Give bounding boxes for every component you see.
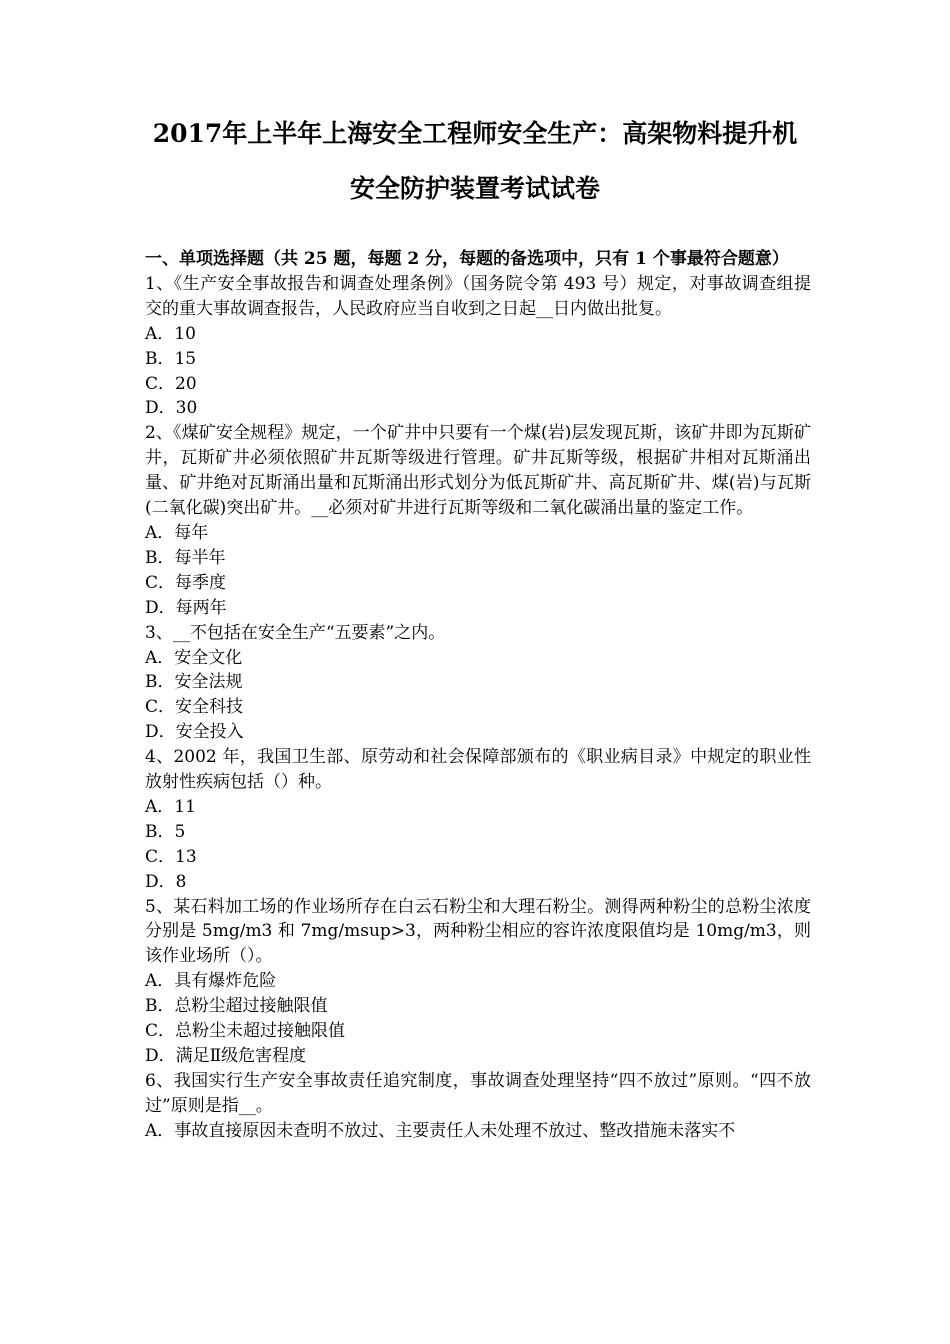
question-2-option-d: D．每两年	[145, 597, 227, 618]
section-heading: 一、单项选择题（共 25 题，每题 2 分，每题的备选项中，只有 1 个事最符合题意）	[145, 249, 789, 269]
question-2-option-c: C．每季度	[145, 572, 227, 593]
question-1-option-d: D．30	[145, 398, 198, 419]
question-5-option-c: C．总粉尘未超过接触限值	[145, 1021, 346, 1042]
question-3-option-a: A．安全文化	[145, 647, 243, 668]
question-stem-2: 2、《煤矿安全规程》规定，一个矿井中只要有一个煤(岩)层发现瓦斯，该矿井即为瓦斯矿井，瓦斯矿井必须依照矿井瓦斯等级进行管理。矿井瓦斯等级，根据矿井相对瓦斯涌出量、矿井绝对瓦斯涌出量和瓦斯涌出形式划分为低瓦斯矿井、高瓦斯矿井、煤(岩)与瓦斯(二氧化碳)突出矿井。__必须对矿井进行瓦斯等级和二氧化碳涌出量的鉴定工作。	[145, 423, 811, 519]
question-2-option-b: B．每半年	[145, 547, 226, 568]
question-4-option-d: D．8	[145, 871, 187, 892]
question-stem-3: 3、__不包括在安全生产“五要素”之内。	[145, 622, 446, 643]
question-4-option-c: C．13	[145, 846, 197, 867]
document-title-line-1: 2017年上半年上海安全工程师安全生产：高架物料提升机	[152, 119, 798, 148]
question-1-option-b: B．15	[145, 348, 197, 369]
question-3-option-b: B．安全法规	[145, 672, 243, 693]
question-3-option-d: D．安全投入	[145, 722, 244, 743]
question-stem-5: 5、某石料加工场的作业场所存在白云石粉尘和大理石粉尘。测得两种粉尘的总粉尘浓度分别是 5mg/m3 和 7mg/msup>3，两种粉尘相应的容许浓度限值均是 10mg/m3，则该作业场所（）。	[145, 896, 811, 967]
question-5-option-b: B．总粉尘超过接触限值	[145, 996, 328, 1017]
question-1-option-a: A．10	[145, 323, 196, 344]
question-stem-1: 1、《生产安全事故报告和调查处理条例》（国务院令第 493 号）规定，对事故调查组提交的重大事故调查报告，人民政府应当自收到之日起__日内做出批复。	[145, 273, 811, 319]
question-1-option-c: C．20	[145, 373, 197, 394]
question-3-option-c: C．安全科技	[145, 697, 244, 718]
question-6-option-a: A．事故直接原因未查明不放过、主要责任人未处理不放过、整改措施未落实不	[145, 1120, 736, 1141]
document-body	[145, 247, 811, 1144]
question-5-option-a: A．具有爆炸危险	[145, 971, 277, 992]
question-4-option-a: A．11	[145, 796, 196, 817]
question-stem-6: 6、我国实行生产安全事故责任追究制度，事故调查处理坚持“四不放过”原则。“四不放过”原则是指__。	[145, 1070, 811, 1116]
question-5-option-d: D．满足Ⅱ级危害程度	[145, 1046, 307, 1066]
question-stem-4: 4、2002 年，我国卫生部、原劳动和社会保障部颁布的《职业病目录》中规定的职业性放射性疾病包括（）种。	[145, 747, 811, 793]
question-2-option-a: A．每年	[145, 522, 209, 543]
document-title-line-2: 安全防护装置考试试卷	[349, 174, 600, 203]
question-4-option-b: B．5	[145, 821, 186, 842]
